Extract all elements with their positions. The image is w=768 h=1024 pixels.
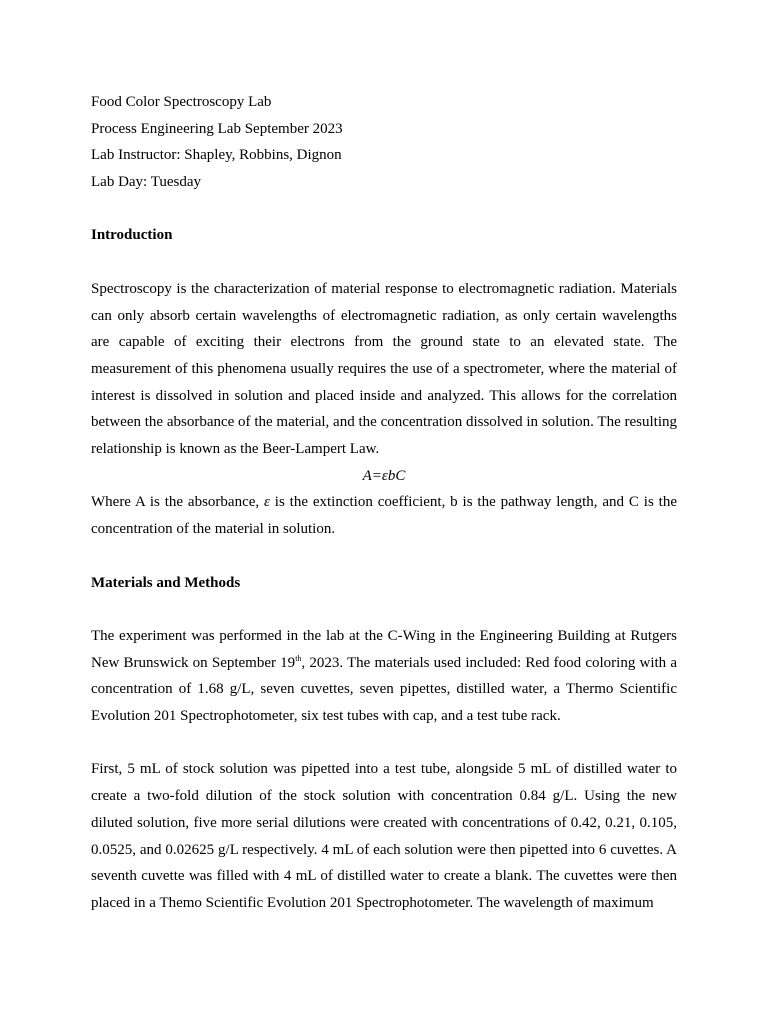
spacer	[91, 730, 677, 757]
spacer	[91, 596, 677, 623]
lab-day-line: Lab Day: Tuesday	[91, 174, 201, 191]
methods-p1-start: The experiment was performed in the lab at the C-Wing in the Engineering Building at Rutgers New Brunswick on September 19	[91, 627, 677, 671]
methods-p1-end: , 2023. The materials used included: Red food coloring with a concentration of 1.68 g/L, seven cuvettes, seven pipettes, distilled water, a Thermo Scientific Evolution 201 Spectrophotometer, six test tubes with cap, and a test tube rack.	[91, 654, 678, 724]
spacer	[91, 249, 677, 276]
introduction-section	[91, 276, 677, 543]
methods-heading: Materials and Methods	[91, 574, 241, 591]
instructor-line: Lab Instructor: Shapley, Robbins, Dignon	[91, 147, 342, 164]
spacer	[91, 543, 677, 570]
introduction-heading: Introduction	[91, 227, 173, 244]
document-title: Food Color Spectroscopy Lab	[91, 94, 272, 110]
methods-section	[91, 623, 677, 730]
methods-paragraph-2: First, 5 mL of stock solution was pipetted into a test tube, alongside 5 mL of distilled water to create a two-fold dilution of the stock solution with concentration 0.84 g/L. Using the new diluted solution, five more serial dilutions were created with concentrations of 0.42, 0.21, 0.105, 0.0525, and 0.02625 g/L respectively. 4 mL of each solution were then pipetted into 6 cuvettes. A seventh cuvette was filled with 4 mL of distilled water to create a blank. The cuvettes were then placed in a Themo Scientific Evolution 201 Spectrophotometer. The wavelength of maximum	[91, 761, 677, 911]
equation-explanation	[91, 489, 677, 542]
epsilon-symbol: ε	[264, 494, 270, 511]
ordinal-superscript: th	[295, 653, 302, 663]
methods-paragraph-1	[91, 623, 677, 730]
introduction-paragraph: Spectroscopy is the characterization of material response to electromagnetic radiation. Materials can only absorb certain wavelengths of electromagnetic radiation, as only certain wavelengths are capable of exciting their electrons from the ground state to an elevated state. The measurement of this phenomena usually requires the use of a spectrometer, where the material of interest is dissolved in solution and placed inside and analyzed. This allows for the correlation between the absorbance of the material, and the concentration dissolved in solution. The resulting relationship is known as the Beer-Lampert Law.	[91, 280, 677, 458]
spacer	[91, 196, 677, 223]
beer-lambert-equation: A=εbC	[362, 467, 406, 484]
document-page	[91, 89, 677, 917]
methods-section-2	[91, 756, 677, 916]
course-line: Process Engineering Lab September 2023	[91, 120, 343, 137]
explanation-text-start: Where A is the absorbance,	[91, 494, 265, 511]
explanation-text-end: is the extinction coefficient, b is the pathway length, and C is the concentration of the material in solution.	[91, 494, 677, 538]
